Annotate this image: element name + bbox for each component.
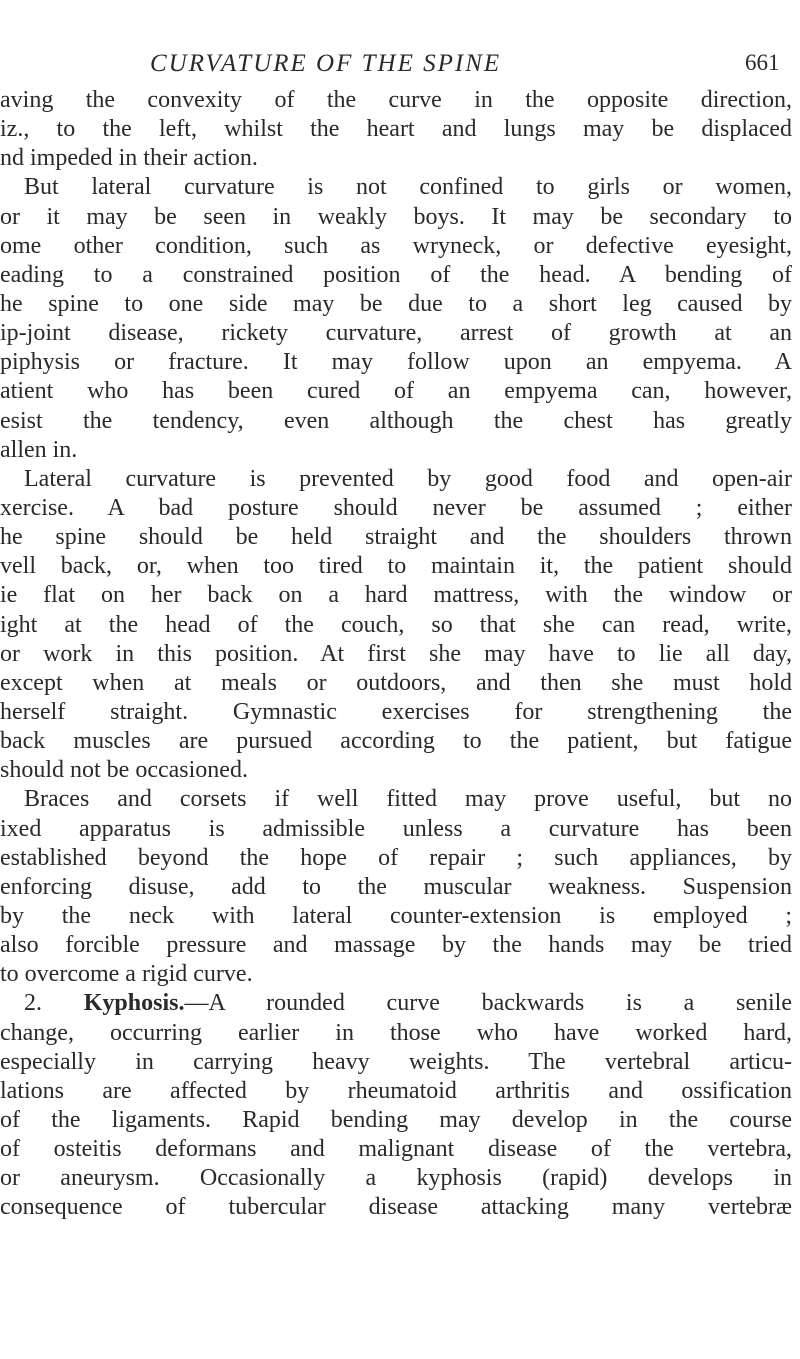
text-line: Braces and corsets if well fitted may prove useful, but no — [24, 786, 792, 813]
text-line: established beyond the hope of repair ; such appliances, by — [0, 844, 792, 871]
text-line: change, occurring earlier in those who have worked hard, — [0, 1019, 792, 1046]
page-number: 661 — [745, 50, 780, 75]
body-text — [0, 86, 792, 1222]
text-line: aving the convexity of the curve in the opposite direction, — [0, 87, 792, 113]
text-line: ie flat on her back on a hard mattress, with the window or — [0, 582, 792, 609]
text-line: ight at the head of the couch, so that she can read, write, — [0, 611, 792, 638]
text-line: or it may be seen in weakly boys. It may be secondary to — [0, 203, 792, 230]
running-head: CURVATURE OF THE SPINE — [150, 50, 502, 77]
text-line: by the neck with lateral counter-extension is employed ; — [0, 902, 792, 929]
text-line: to overcome a rigid curve. — [0, 961, 253, 988]
text-line: esist the tendency, even although the chest has greatly — [0, 407, 792, 434]
text-line: enforcing disuse, add to the muscular weakness. Suspension — [0, 873, 792, 900]
text-line: should not be occasioned. — [0, 757, 248, 784]
text-line: atient who has been cured of an empyema can, however, — [0, 378, 792, 405]
text-line: ip-joint disease, rickety curvature, arrest of growth at an — [0, 320, 792, 347]
text-line: or aneurysm. Occasionally a kyphosis (rapid) develops in — [0, 1165, 792, 1192]
text-line: of osteitis deformans and malignant disease of the vertebra, — [0, 1136, 792, 1163]
text-line: Lateral curvature is prevented by good food and open-air — [24, 465, 792, 492]
text-line: But lateral curvature is not confined to girls or women, — [24, 174, 792, 201]
text-line: eading to a constrained position of the head. A bending of — [0, 261, 792, 288]
text-line: nd impeded in their action. — [0, 145, 258, 172]
text-line: ixed apparatus is admissible unless a curvature has been — [0, 815, 792, 842]
text-line: he spine to one side may be due to a short leg caused by — [0, 290, 792, 317]
text-line: ome other condition, such as wryneck, or defective eyesight, — [0, 232, 792, 259]
text-line: he spine should be held straight and the shoulders thrown — [0, 524, 792, 551]
text-line: allen in. — [0, 436, 78, 463]
text-line: also forcible pressure and massage by the hands may be tried — [0, 932, 792, 959]
text-line: vell back, or, when too tired to maintain it, the patient should — [0, 553, 792, 580]
text-line: consequence of tubercular disease attacking many vertebræ — [0, 1194, 792, 1221]
text-line: iz., to the left, whilst the heart and lungs may be displaced — [0, 116, 792, 143]
text-line: except when at meals or outdoors, and then she must hold — [0, 669, 792, 696]
text-line: of the ligaments. Rapid bending may develop in the course — [0, 1106, 792, 1133]
page-header — [0, 50, 800, 90]
text-line: herself straight. Gymnastic exercises for strengthening the — [0, 698, 792, 725]
text-line: lations are affected by rheumatoid arthritis and ossification — [0, 1077, 792, 1104]
text-line: especially in carrying heavy weights. The vertebral articu- — [0, 1048, 792, 1075]
section-kyphosis-line: 2. Kyphosis.—A rounded curve backwards is a senile — [24, 990, 792, 1017]
text-line: xercise. A bad posture should never be assumed ; either — [0, 494, 792, 521]
text-line: or work in this position. At first she may have to lie all day, — [0, 640, 792, 667]
text-line: piphysis or fracture. It may follow upon an empyema. A — [0, 349, 792, 376]
text-line: back muscles are pursued according to the patient, but fatigue — [0, 728, 792, 755]
